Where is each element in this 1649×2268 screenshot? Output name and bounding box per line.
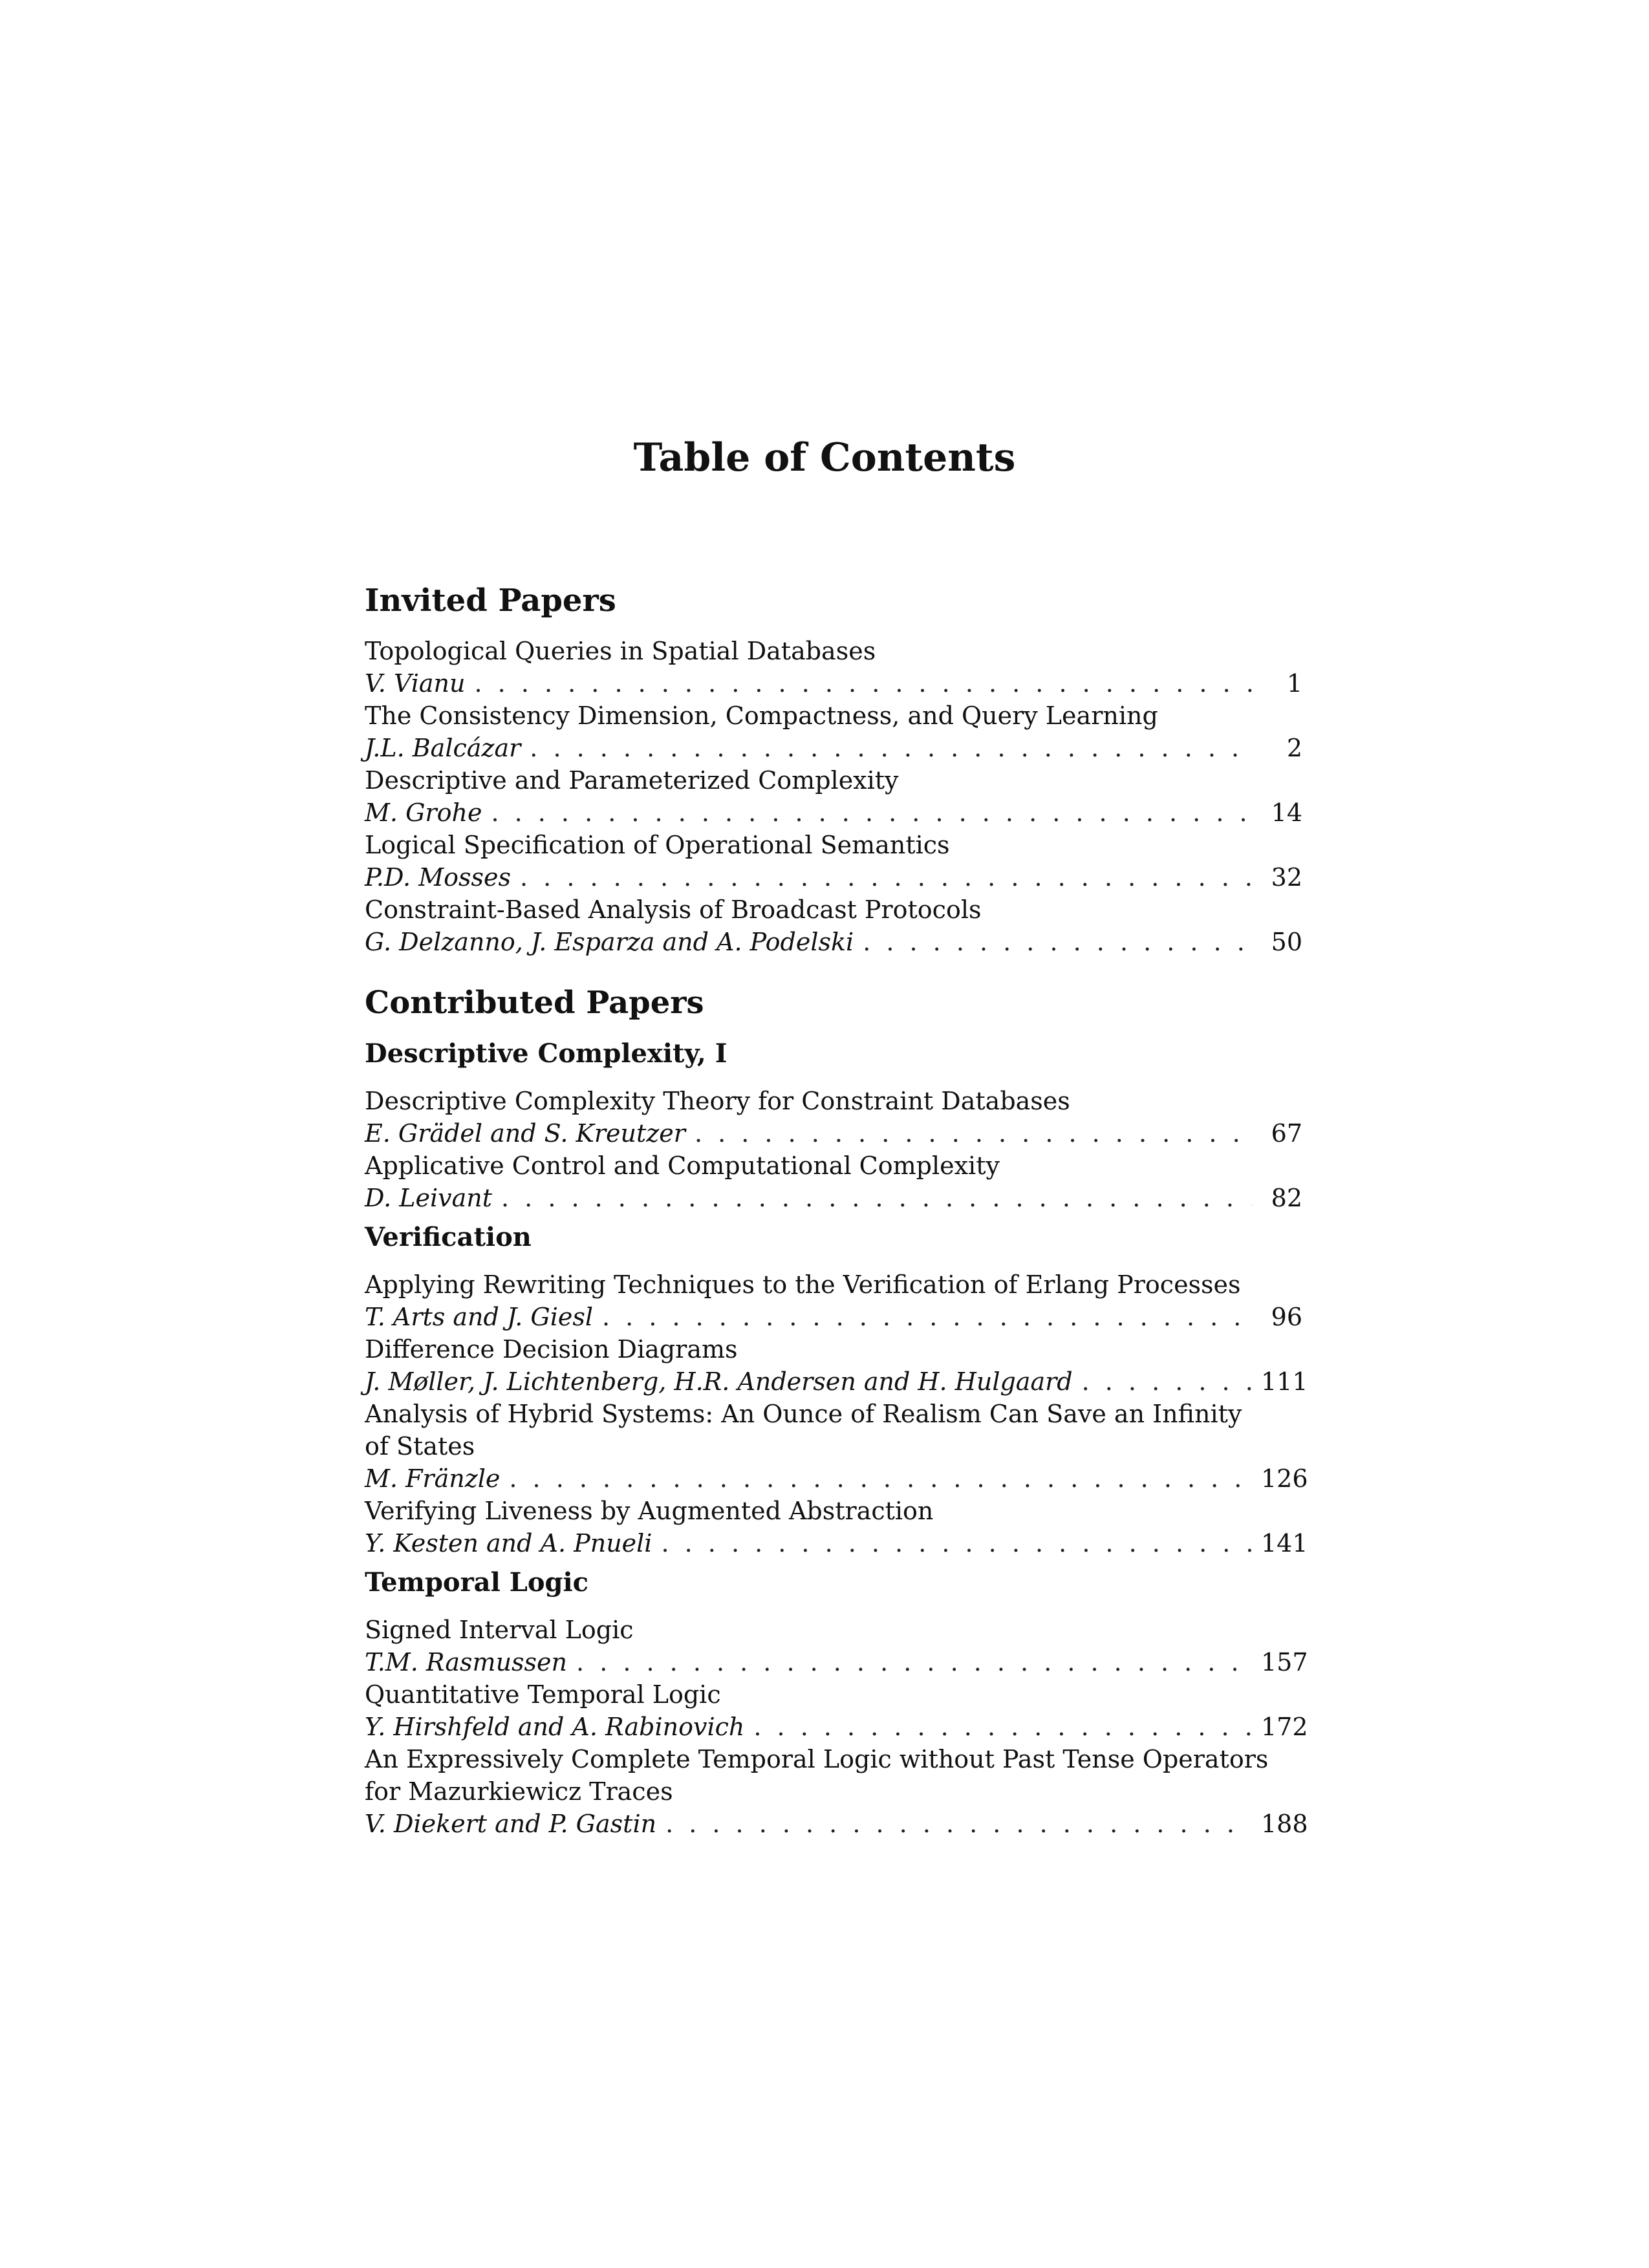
- dot-leader: [863, 926, 1252, 958]
- toc-entry[interactable]: [365, 1268, 1302, 1333]
- entry-title: Applicative Control and Computational Complexity: [365, 1151, 1000, 1180]
- entry-page-number: 96: [1271, 1303, 1302, 1331]
- entry-authors: V. Vianu: [365, 669, 466, 698]
- entry-page-number: 111: [1261, 1367, 1308, 1396]
- entry-title: Quantitative Temporal Logic: [365, 1680, 721, 1709]
- entry-authors: V. Diekert and P. Gastin: [365, 1810, 657, 1838]
- entry-authors: J.L. Balcázar: [365, 734, 521, 762]
- entry-title: for Mazurkiewicz Traces: [365, 1777, 673, 1806]
- entry-authors: T. Arts and J. Giesl: [365, 1303, 594, 1331]
- toc-entry[interactable]: [365, 1333, 1308, 1398]
- table-of-contents: [365, 581, 1308, 1840]
- entry-page-number: 1: [1286, 669, 1302, 698]
- dot-leader: [753, 1711, 1252, 1743]
- spacer: [365, 1254, 1302, 1268]
- entry-page-number: 32: [1271, 863, 1302, 892]
- entry-author-line: [365, 1117, 1302, 1150]
- toc-entry[interactable]: [365, 1085, 1302, 1150]
- entry-page-number: 188: [1261, 1810, 1308, 1838]
- toc-entry[interactable]: [365, 1398, 1308, 1495]
- dot-leader: [695, 1117, 1252, 1150]
- entry-page-number: 141: [1261, 1529, 1308, 1557]
- entry-author-line: [365, 1462, 1308, 1495]
- entry-author-line: [365, 1527, 1308, 1559]
- entry-author-line: [365, 1808, 1308, 1840]
- section-heading: Descriptive Complexity, I: [365, 1038, 727, 1069]
- toc-entry[interactable]: [365, 893, 1302, 958]
- toc-entry[interactable]: [365, 764, 1302, 829]
- entry-title: of States: [365, 1432, 475, 1460]
- entry-title: The Consistency Dimension, Compactness, and Query Learning: [365, 701, 1158, 730]
- dot-leader: [602, 1301, 1252, 1333]
- dot-leader: [530, 732, 1252, 764]
- entry-title: Logical Specification of Operational Semantics: [365, 831, 950, 859]
- dot-leader: [665, 1808, 1252, 1840]
- entry-page-number: 157: [1261, 1648, 1308, 1676]
- entry-author-line: [365, 667, 1302, 700]
- entry-author-line: [365, 1365, 1308, 1398]
- dot-leader: [1082, 1365, 1252, 1398]
- entry-title: Difference Decision Diagrams: [365, 1335, 738, 1364]
- toc-entry[interactable]: [365, 1495, 1308, 1559]
- entry-page-number: 14: [1271, 798, 1302, 827]
- spacer: [365, 1599, 1302, 1614]
- entry-authors: Y. Kesten and A. Pnueli: [365, 1529, 652, 1557]
- dot-leader: [501, 1182, 1252, 1214]
- spacer: [365, 621, 1302, 635]
- entry-page-number: 82: [1271, 1184, 1302, 1212]
- entry-title: Verifying Liveness by Augmented Abstraction: [365, 1497, 934, 1525]
- entry-title: Descriptive Complexity Theory for Constraint Databases: [365, 1087, 1070, 1115]
- entry-page-number: 67: [1271, 1119, 1302, 1148]
- dot-leader: [491, 797, 1252, 829]
- spacer: [365, 1214, 1302, 1221]
- part-heading: Contributed Papers: [365, 985, 704, 1021]
- entry-authors: M. Fränzle: [365, 1464, 501, 1493]
- dot-leader: [661, 1527, 1252, 1559]
- dot-leader: [520, 861, 1252, 893]
- entry-page-number: 126: [1261, 1464, 1308, 1493]
- dot-leader: [509, 1462, 1252, 1495]
- spacer: [365, 958, 1302, 983]
- entry-author-line: [365, 732, 1302, 764]
- entry-author-line: [365, 926, 1302, 958]
- entry-title: Analysis of Hybrid Systems: An Ounce of Realism Can Save an Infinity: [365, 1400, 1242, 1428]
- entry-title: Topological Queries in Spatial Databases: [365, 637, 876, 665]
- section-heading: Verification: [365, 1222, 532, 1252]
- entry-author-line: [365, 1646, 1308, 1678]
- entry-authors: T.M. Rasmussen: [365, 1648, 568, 1676]
- part-heading: Invited Papers: [365, 583, 616, 619]
- entry-authors: G. Delzanno, J. Esparza and A. Podelski: [365, 928, 854, 956]
- entry-authors: J. Møller, J. Lichtenberg, H.R. Andersen and H. Hulgaard: [365, 1367, 1073, 1396]
- toc-entry[interactable]: [365, 635, 1302, 700]
- entry-page-number: 50: [1271, 928, 1302, 956]
- dot-leader: [576, 1646, 1252, 1678]
- entry-authors: M. Grohe: [365, 798, 482, 827]
- entry-author-line: [365, 1711, 1308, 1743]
- toc-entry[interactable]: [365, 1150, 1302, 1214]
- spacer: [365, 1559, 1302, 1566]
- page-title: Table of Contents: [633, 435, 1016, 480]
- entry-author-line: [365, 1182, 1302, 1214]
- toc-entry[interactable]: [365, 829, 1302, 893]
- entry-title: Constraint-Based Analysis of Broadcast Protocols: [365, 895, 982, 924]
- toc-entry[interactable]: [365, 1614, 1308, 1678]
- entry-authors: D. Leivant: [365, 1184, 493, 1212]
- entry-authors: Y. Hirshfeld and A. Rabinovich: [365, 1713, 745, 1741]
- section-heading: Temporal Logic: [365, 1567, 589, 1598]
- entry-author-line: [365, 797, 1302, 829]
- entry-page-number: 172: [1261, 1713, 1308, 1741]
- entry-authors: E. Grädel and S. Kreutzer: [365, 1119, 685, 1148]
- dot-leader: [475, 667, 1253, 700]
- entry-title: Descriptive and Parameterized Complexity: [365, 766, 899, 795]
- entry-title: An Expressively Complete Temporal Logic without Past Tense Operators: [365, 1745, 1269, 1773]
- toc-entry[interactable]: [365, 1743, 1308, 1840]
- toc-entry[interactable]: [365, 1678, 1308, 1743]
- spacer: [365, 1023, 1302, 1037]
- entry-page-number: 2: [1286, 734, 1302, 762]
- entry-title: Signed Interval Logic: [365, 1616, 634, 1644]
- entry-authors: P.D. Mosses: [365, 863, 511, 892]
- spacer: [365, 1071, 1302, 1085]
- entry-title: Applying Rewriting Techniques to the Verification of Erlang Processes: [365, 1270, 1241, 1299]
- entry-author-line: [365, 861, 1302, 893]
- toc-entry[interactable]: [365, 700, 1302, 764]
- entry-author-line: [365, 1301, 1302, 1333]
